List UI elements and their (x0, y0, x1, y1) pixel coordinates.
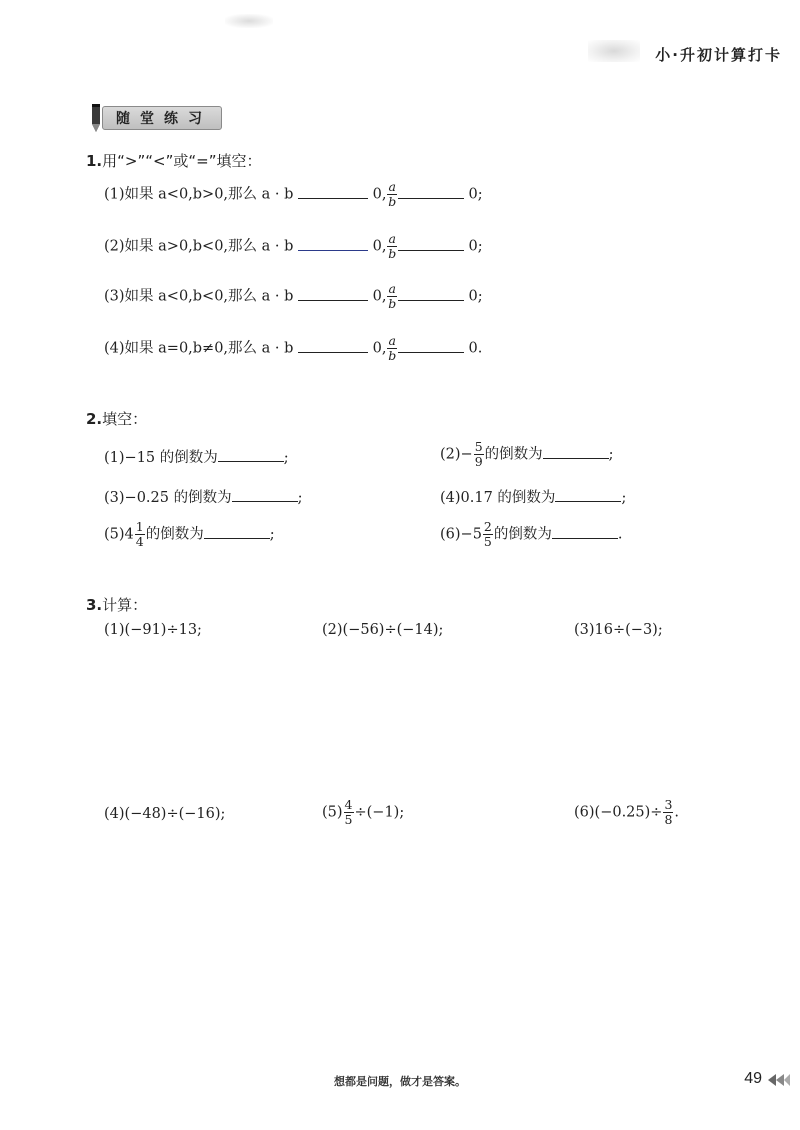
page-arrows-icon (764, 1072, 790, 1088)
item-prefix: (1)如果 a<0,b>0,那么 a · b (104, 186, 294, 203)
item-end: 0; (468, 238, 483, 255)
item-end: ; (297, 490, 303, 506)
q2-item-6 (440, 520, 622, 549)
item-prefix: (4)如果 a=0,b≠0,那么 a · b (104, 340, 294, 357)
fraction: $\frac{a}{b}$ (388, 231, 397, 261)
answer-blank[interactable] (398, 351, 464, 353)
item-prefix: (5)4 (104, 526, 134, 543)
q1-item-1 (104, 180, 483, 209)
q3-item-2: (2)(−56)÷(−14); (322, 622, 444, 638)
item-end: ; (269, 526, 275, 543)
answer-blank[interactable] (298, 197, 368, 199)
fraction: $\frac{3}{8}$ (664, 797, 673, 827)
banner-label: 随堂练习 (116, 111, 212, 127)
fraction: $\frac{a}{b}$ (388, 281, 397, 311)
item-mid: 0, (372, 340, 387, 357)
item-text: 的倒数为 (484, 446, 543, 463)
fraction: $\frac{a}{b}$ (388, 333, 397, 363)
q2-item-2 (440, 440, 614, 469)
answer-blank[interactable] (552, 537, 618, 539)
fraction: $\frac{1}{4}$ (135, 519, 144, 549)
q2-item-3 (104, 486, 302, 507)
q2-item-4 (440, 486, 626, 507)
question-number: 3. (86, 596, 103, 614)
fraction: $\frac{4}{5}$ (344, 797, 353, 827)
answer-blank[interactable] (543, 457, 609, 459)
item-text: (1)−15 的倒数为 (104, 450, 218, 466)
footer-motto: 想都是问题，做才是答案。 (334, 1075, 466, 1088)
question-2-title (86, 408, 147, 429)
q3-item-3: (3)16÷(−3); (574, 622, 663, 638)
item-end: ; (283, 450, 289, 466)
fraction: $\frac{a}{b}$ (388, 179, 397, 209)
scan-smudge (225, 14, 273, 28)
item-end: . (617, 526, 623, 543)
answer-blank[interactable] (398, 299, 464, 301)
question-1-title (86, 150, 261, 171)
question-number: 2. (86, 410, 103, 428)
q2-item-5 (104, 520, 275, 549)
item-text: . (674, 804, 679, 821)
answer-blank[interactable] (555, 500, 621, 502)
item-mid: 0, (372, 238, 387, 255)
item-prefix: (5) (322, 804, 343, 821)
item-prefix: (6)−5 (440, 526, 482, 543)
answer-blank[interactable] (218, 460, 284, 462)
q1-item-2 (104, 232, 483, 261)
q2-item-1 (104, 446, 289, 467)
item-text: (4)0.17 的倒数为 (440, 490, 556, 506)
item-end: 0. (468, 340, 483, 357)
question-text: 计算： (102, 596, 148, 614)
q3-item-4: (4)(−48)÷(−16); (104, 806, 226, 822)
item-prefix: (2)如果 a>0,b<0,那么 a · b (104, 238, 294, 255)
q1-item-4 (104, 334, 482, 363)
q1-item-3 (104, 282, 483, 311)
item-end: ; (608, 446, 614, 463)
item-mid: 0, (372, 288, 387, 305)
fraction: $\frac{5}{9}$ (474, 439, 483, 469)
header-decoration (588, 40, 640, 62)
q3-item-1: (1)(−91)÷13; (104, 622, 202, 638)
answer-blank[interactable] (298, 299, 368, 301)
answer-blank[interactable] (398, 249, 464, 251)
header-title: 小·升初计算打卡 (655, 46, 782, 64)
item-text: 的倒数为 (493, 526, 552, 543)
question-3-title (86, 594, 147, 615)
fraction: $\frac{2}{5}$ (483, 519, 492, 549)
question-number: 1. (86, 152, 103, 170)
item-prefix: (3)如果 a<0,b<0,那么 a · b (104, 288, 294, 305)
answer-blank[interactable] (204, 537, 270, 539)
answer-blank[interactable] (232, 500, 298, 502)
item-end: 0; (468, 186, 483, 203)
item-text: 的倒数为 (145, 526, 204, 543)
section-banner (86, 102, 222, 130)
question-text: 用“>”“<”或“=”填空： (102, 152, 262, 170)
pencil-icon (86, 102, 112, 134)
item-prefix: (2)− (440, 446, 473, 463)
page-number: 49 (744, 1070, 762, 1087)
item-end: ; (621, 490, 627, 506)
question-text: 填空： (102, 410, 148, 428)
item-end: 0; (468, 288, 483, 305)
item-mid: 0, (372, 186, 387, 203)
answer-blank[interactable] (298, 249, 368, 251)
answer-blank[interactable] (298, 351, 368, 353)
q3-item-5 (322, 798, 404, 827)
item-prefix: (6)(−0.25)÷ (574, 804, 663, 821)
item-text: ÷(−1); (354, 804, 405, 821)
answer-blank[interactable] (398, 197, 464, 199)
q3-item-6 (574, 798, 679, 827)
item-text: (3)−0.25 的倒数为 (104, 490, 232, 506)
